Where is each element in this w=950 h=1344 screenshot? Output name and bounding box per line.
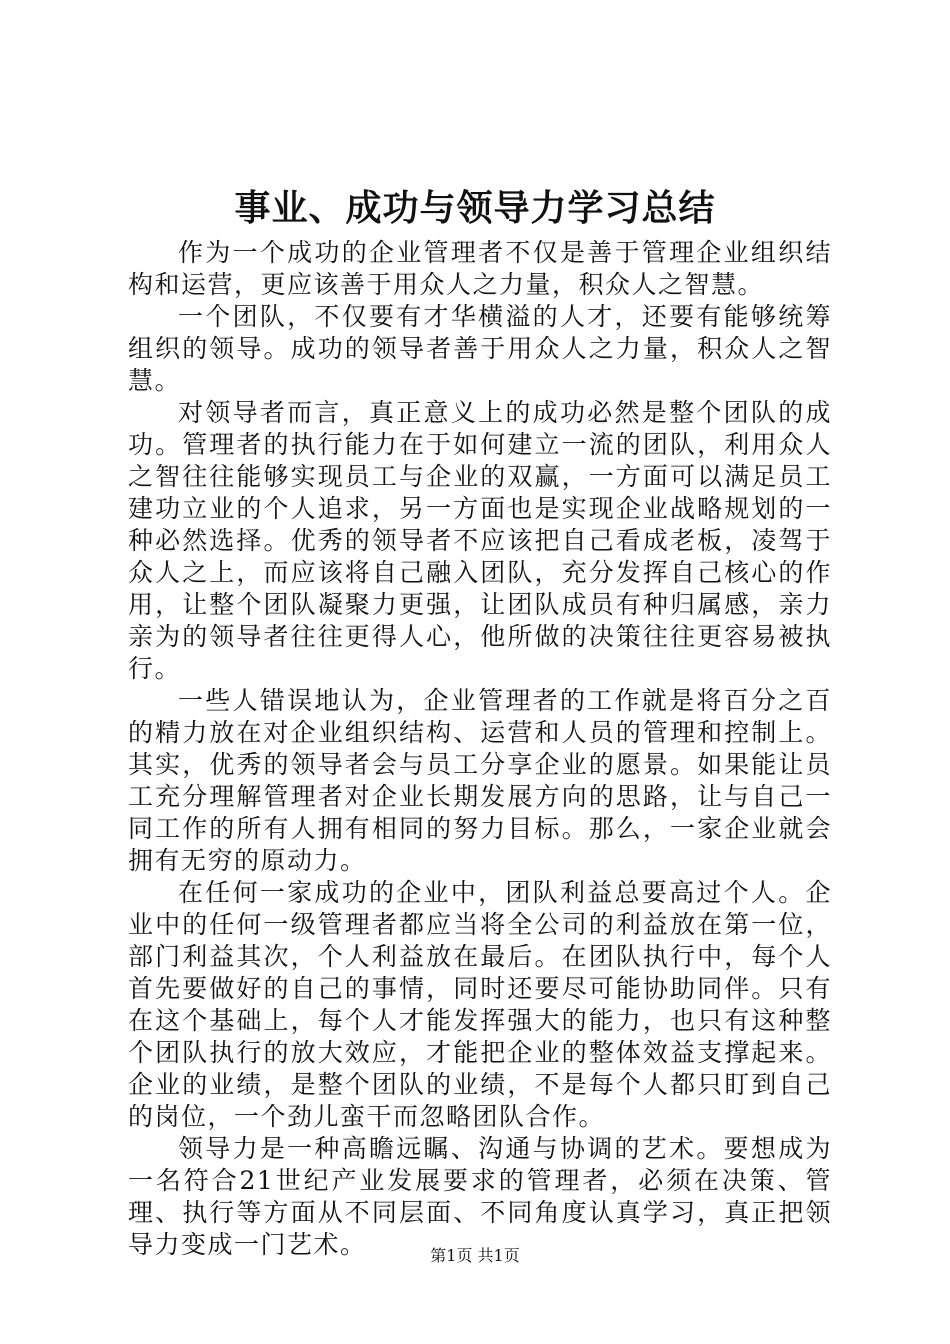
paragraph-3: 对领导者而言，真正意义上的成功必然是整个团队的成功。管理者的执行能力在于如何建立一流的团队，利用众人之智往往能够实现员工与企业的双赢，一方面可以满足员工建功立业的个人追求，另一方面也是实现企业战略规划的一种必然选择。优秀的领导者不应该把自己看成老板，凌驾于众人之上，而应该将自己融入团队，充分发挥自己核心的作用，让整个团队凝聚力更强，让团队成员有种归属感，亲力亲为的领导者往往更得人心，他所做的决策往往更容易被执行。	[128, 398, 832, 683]
paragraph-6: 领导力是一种高瞻远瞩、沟通与协调的艺术。要想成为一名符合21世纪产业发展要求的管理者，必须在决策、管理、执行等方面从不同层面、不同角度认真学习，真正把领导力变成一门艺术。	[128, 1134, 832, 1259]
page-footer: 第1页 共1页	[430, 1246, 520, 1265]
paragraph-4: 一些人错误地认为，企业管理者的工作就是将百分之百的精力放在对企业组织结构、运营和人员的管理和控制上。其实，优秀的领导者会与员工分享企业的愿景。如果能让员工充分理解管理者对企业长期发展方向的思路，让与自己一同工作的所有人拥有相同的努力目标。那么，一家企业就会拥有无穷的原动力。	[128, 686, 832, 875]
document-body	[128, 237, 832, 1261]
paragraph-5: 在任何一家成功的企业中，团队利益总要高过个人。企业中的任何一级管理者都应当将全公司的利益放在第一位，部门利益其次，个人利益放在最后。在团队执行中，每个人首先要做好的自己的事情，同时还要尽可能协助同伴。只有在这个基础上，每个人才能发挥强大的能力，也只有这种整个团队执行的放大效应，才能把企业的整体效益支撑起来。企业的业绩，是整个团队的业绩，不是每个人都只盯到自己的岗位，一个劲儿蛮干而忽略团队合作。	[128, 878, 832, 1131]
paragraph-2: 一个团队，不仅要有才华横溢的人才，还要有能够统筹组织的领导。成功的领导者善于用众人之力量，积众人之智慧。	[128, 302, 832, 395]
paragraph-1: 作为一个成功的企业管理者不仅是善于管理企业组织结构和运营，更应该善于用众人之力量，积众人之智慧。	[128, 238, 832, 299]
document-title: 事业、成功与领导力学习总结	[234, 187, 716, 229]
